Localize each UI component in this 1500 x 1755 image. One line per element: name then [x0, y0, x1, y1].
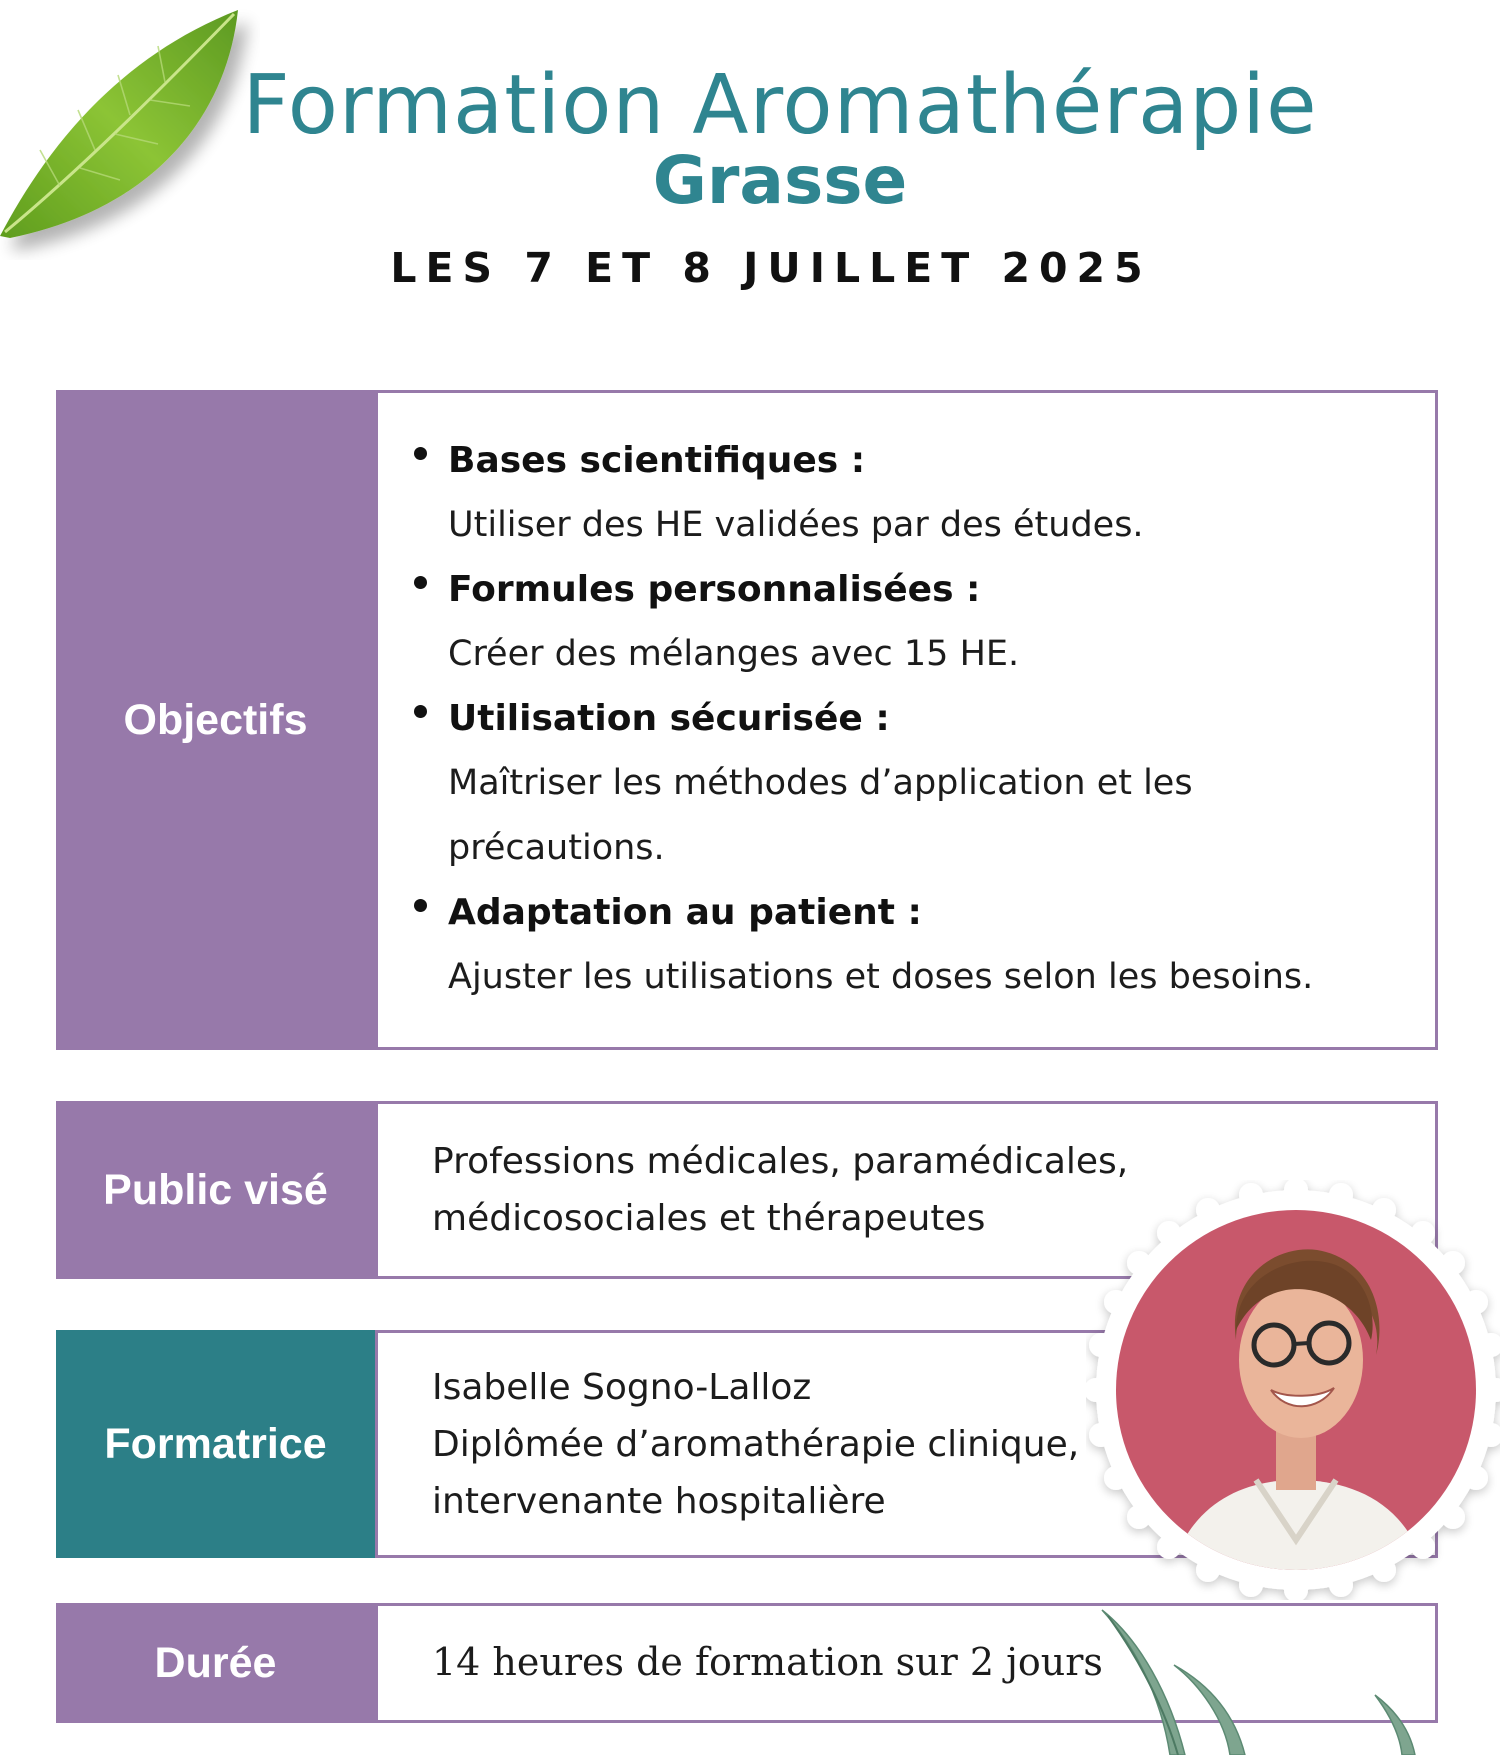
formatrice-line: Diplômée d’aromathérapie clinique,: [432, 1424, 1080, 1465]
objectifs-row: [56, 390, 1438, 1050]
page-title: Formation Aromathérapie: [242, 58, 1318, 153]
objectif-title: Formules personnalisées :: [448, 569, 981, 610]
public-line: médicosociales et thérapeutes: [432, 1198, 986, 1239]
formatrice-name: Isabelle Sogno-Lalloz: [432, 1367, 812, 1408]
bullet-icon: [414, 899, 427, 912]
objectif-text: Ajuster les utilisations et doses selon les besoins.: [448, 957, 1314, 997]
duree-label: Durée: [56, 1603, 375, 1723]
objectif-text: Maîtriser les méthodes d’application et les précautions.: [448, 763, 1193, 868]
objectif-title: Utilisation sécurisée :: [448, 698, 890, 739]
public-line: Professions médicales, paramédicales,: [432, 1141, 1129, 1182]
objectif-title: Adaptation au patient :: [448, 892, 922, 933]
formatrice-line: intervenante hospitalière: [432, 1481, 886, 1522]
list-item: [412, 429, 1405, 558]
trainer-photo: [1086, 1180, 1500, 1600]
list-item: [412, 558, 1405, 687]
objectifs-list: [412, 429, 1405, 1010]
bullet-icon: [414, 705, 427, 718]
page-subtitle: Grasse: [652, 142, 908, 219]
bullet-icon: [414, 576, 427, 589]
list-item: [412, 687, 1405, 881]
duree-text: 14 heures de formation sur 2 jours: [432, 1640, 1103, 1684]
event-date: LES 7 ET 8 JUILLET 2025: [390, 244, 1152, 292]
formatrice-label: Formatrice: [56, 1330, 375, 1558]
objectif-text: Utiliser des HE validées par des études.: [448, 505, 1144, 545]
eucalyptus-leaves-icon: [1090, 1600, 1500, 1755]
objectif-title: Bases scientifiques :: [448, 440, 866, 481]
public-label: Public visé: [56, 1101, 375, 1279]
list-item: [412, 881, 1405, 1010]
objectifs-label: Objectifs: [56, 390, 375, 1050]
objectif-text: Créer des mélanges avec 15 HE.: [448, 634, 1020, 674]
objectifs-content: [375, 390, 1438, 1050]
bullet-icon: [414, 447, 427, 460]
